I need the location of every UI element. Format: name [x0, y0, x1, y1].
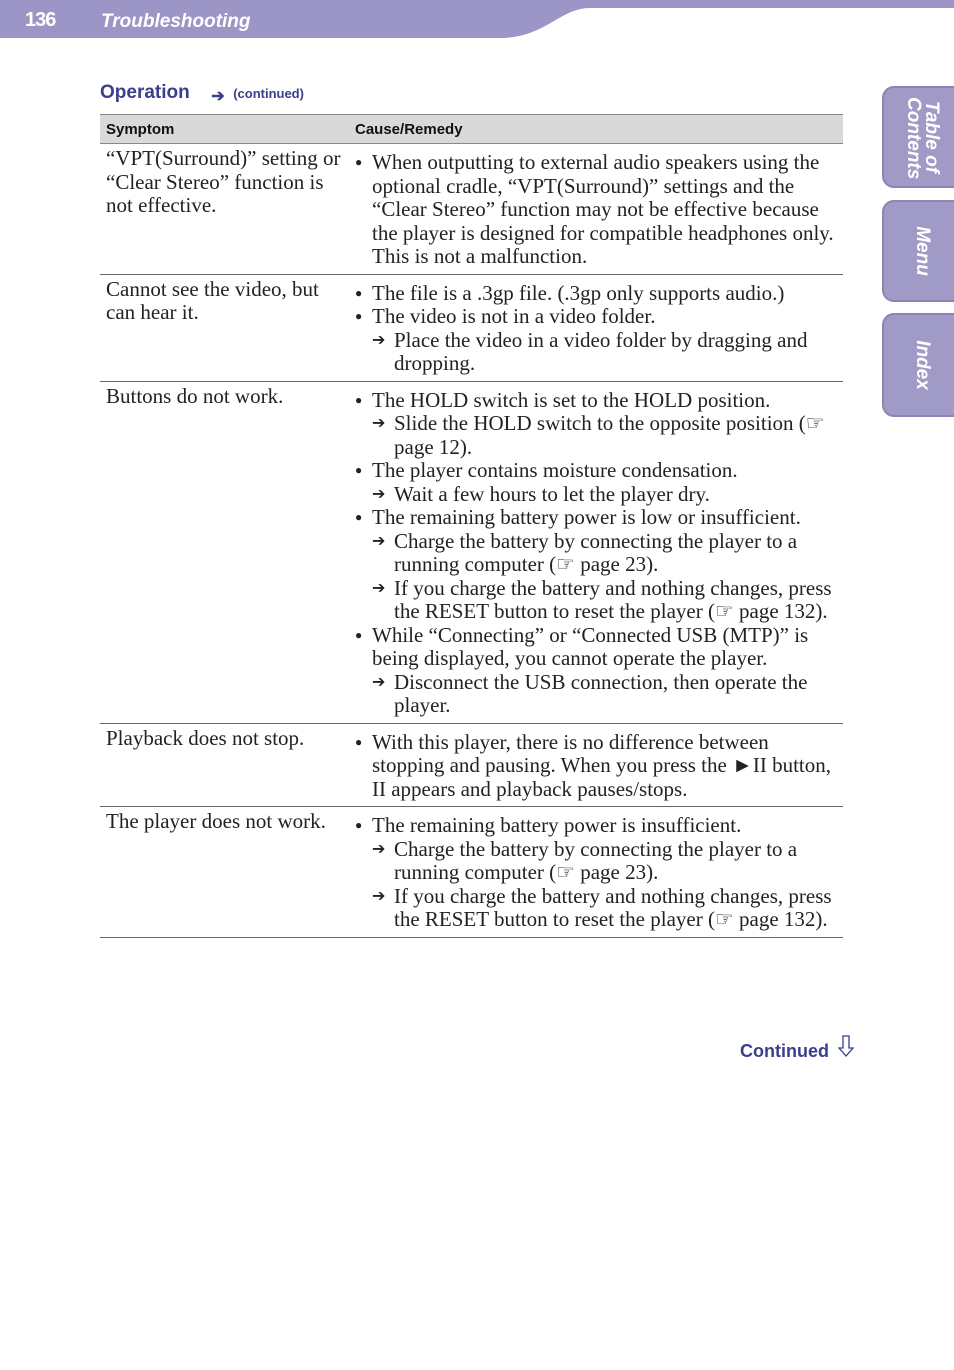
down-arrow-icon	[838, 1035, 854, 1057]
symptom-cell: “VPT(Surround)” setting or “Clear Stereo” function is not effective.	[100, 144, 349, 275]
heading-suffix: ➔ (continued)	[194, 86, 304, 101]
tab-index[interactable]	[882, 313, 954, 417]
section-heading	[100, 82, 304, 104]
symptom-cell: Playback does not stop.	[100, 723, 349, 807]
page-header	[0, 0, 954, 40]
remedy-item: ➔ Place the video in a video folder by dragging and dropping.	[355, 329, 837, 376]
cause-item: ● The player contains moisture condensation.	[355, 459, 837, 483]
remedy-item: ➔ Charge the battery by connecting the player to a running computer (☞ page 23).	[355, 838, 837, 885]
symptom-cell: Buttons do not work.	[100, 381, 349, 723]
tab-table-of-contents[interactable]	[882, 86, 954, 188]
table-row	[100, 274, 843, 381]
remedy-item: ➔ If you charge the battery and nothing changes, press the RESET button to reset the player (☞ page 132).	[355, 577, 837, 624]
remedy-item: ➔ Charge the battery by connecting the player to a running computer (☞ page 23).	[355, 530, 837, 577]
column-header-symptom: Symptom	[100, 115, 349, 144]
column-header-cause: Cause/Remedy	[349, 115, 843, 144]
table-header-row	[100, 115, 843, 144]
table-row	[100, 723, 843, 807]
cause-cell	[349, 723, 843, 807]
heading-title: Operation	[100, 82, 190, 103]
troubleshooting-table	[100, 114, 843, 938]
cause-item: ● With this player, there is no difference between stopping and pausing. When you press the ►II button, II appears and playback pauses/stops.	[355, 731, 837, 802]
cause-item: ● The remaining battery power is low or insufficient.	[355, 506, 837, 530]
cause-cell	[349, 807, 843, 938]
remedy-item: ➔ Slide the HOLD switch to the opposite position (☞ page 12).	[355, 412, 837, 459]
cause-item: ● The remaining battery power is insufficient.	[355, 814, 837, 838]
tab-menu-label: Menu	[912, 226, 933, 276]
tab-toc-label: Table of Contents	[903, 97, 942, 180]
table-body	[100, 144, 843, 938]
cause-item: ● When outputting to external audio speakers using the optional cradle, “VPT(Surround)” settings and the “Clear Stereo” function may not be effective because the player is designed for compatible headphones only. This is not a malfunction.	[355, 151, 837, 269]
symptom-cell: Cannot see the video, but can hear it.	[100, 274, 349, 381]
continued-label: Continued	[740, 1041, 829, 1061]
tab-index-label: Index	[912, 340, 933, 390]
remedy-item: ➔ Disconnect the USB connection, then operate the player.	[355, 671, 837, 718]
cause-cell	[349, 274, 843, 381]
remedy-item: ➔ If you charge the battery and nothing changes, press the RESET button to reset the player (☞ page 132).	[355, 885, 837, 932]
remedy-item: ➔ Wait a few hours to let the player dry.	[355, 483, 837, 507]
cause-cell	[349, 144, 843, 275]
cause-item: ● While “Connecting” or “Connected USB (MTP)” is being displayed, you cannot operate the player.	[355, 624, 837, 671]
tab-menu[interactable]	[882, 200, 954, 302]
page-number: 136	[25, 9, 56, 31]
cause-item: ● The HOLD switch is set to the HOLD position.	[355, 389, 837, 413]
cause-item: ● The video is not in a video folder.	[355, 305, 837, 329]
table-row	[100, 807, 843, 938]
cause-item: ● The file is a .3gp file. (.3gp only supports audio.)	[355, 282, 837, 306]
cause-cell	[349, 381, 843, 723]
section-title: Troubleshooting	[101, 11, 251, 32]
table-row	[100, 381, 843, 723]
symptom-cell: The player does not work.	[100, 807, 349, 938]
continued-indicator[interactable]	[740, 1035, 854, 1062]
table-row	[100, 144, 843, 275]
